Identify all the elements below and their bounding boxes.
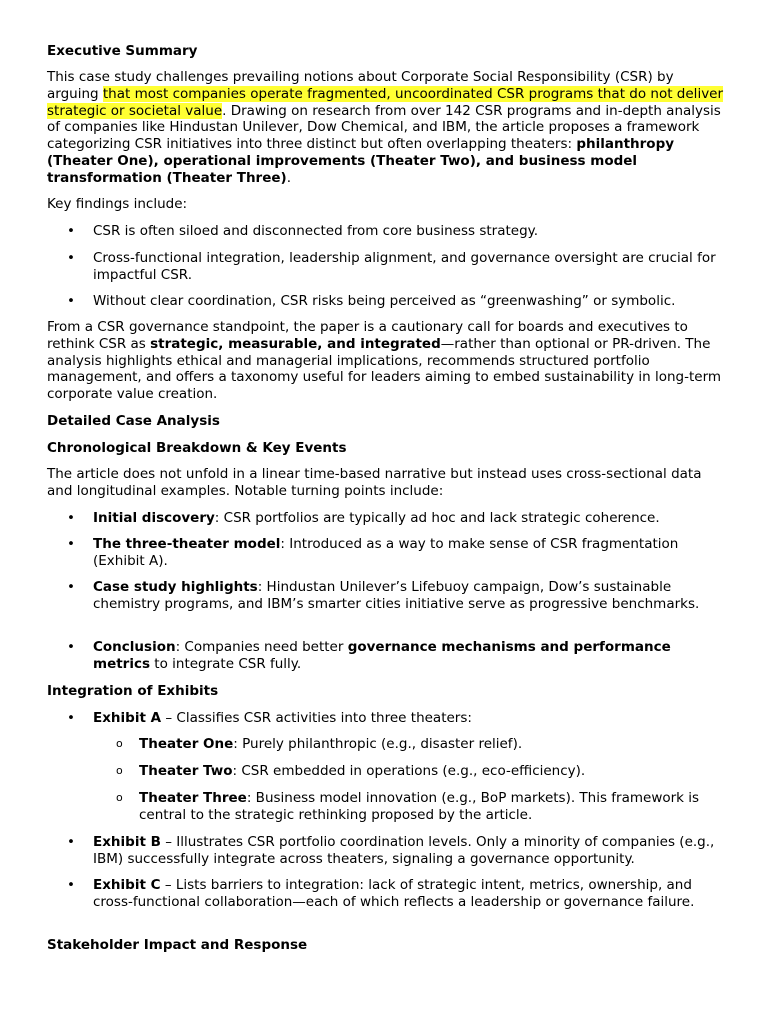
chronological-heading: Chronological Breakdown & Key Events [47,440,347,456]
event-text: : CSR portfolios are typically ad hoc and lack strategic coherence. [214,510,660,526]
exhibit-b-item [93,834,718,868]
event-label: Conclusion [93,639,176,655]
governance-paragraph [47,319,727,403]
theater-label: Theater One [139,736,234,752]
exhibit-text: – Classifies CSR activities into three theaters: [161,710,472,726]
stakeholder-heading: Stakeholder Impact and Response [47,937,308,953]
event-text: to integrate CSR fully. [150,655,302,672]
theater-text: : Purely philanthropic (e.g., disaster relief). [233,736,523,752]
governance-bold-text: strategic, measurable, and integrated [150,335,441,352]
exhibit-label: Exhibit B [93,834,161,850]
event-label: Initial discovery [93,510,215,526]
exhibit-text: – Lists barriers to integration: lack of strategic intent, metrics, ownership, and cross-functional collaboration—each of which reflects a leadership or governance failure. [93,877,695,910]
summary-paragraph [47,69,727,187]
theaters-bold-text: philanthropy (Theater One), operational improvements (Theater Two), and business model transformation (Theater Three) [47,136,675,186]
finding-item: • Without clear coordination, CSR risks being perceived as “greenwashing” or symbolic. [93,293,718,310]
event-text: : Introduced as a way to make sense of CSR fragmentation (Exhibit A). [93,536,679,569]
chronological-intro: The article does not unfold in a linear time-based narrative but instead uses cross-sectional data and longitudinal examples. Notable turning points include: [47,466,702,499]
governance-text-2: —rather than optional or PR-driven. The analysis highlights ethical and managerial implications, recommends structured portfolio management, and offers a taxonomy useful for leaders aiming to embed sustainability in long-term corporate value creation. [47,335,722,403]
exhibits-heading: Integration of Exhibits [47,683,219,699]
event-label: The three-theater model [93,536,281,552]
summary-text-3: . [286,169,291,186]
theater-text: : CSR embedded in operations (e.g., eco-efficiency). [232,763,586,779]
event-item [93,510,718,527]
theater-item [139,790,729,824]
exhibit-a-item [93,710,718,727]
theater-item [139,736,729,753]
governance-text-1: From a CSR governance standpoint, the paper is a cautionary call for boards and executives to rethink CSR as [47,319,688,352]
highlighted-text: that most companies operate fragmented, uncoordinated CSR programs that do not deliver strategic or societal value [47,85,724,119]
exhibit-text: – Illustrates CSR portfolio coordination levels. Only a minority of companies (e.g., IBM) successfully integrate across theaters, signaling a governance opportunity. [93,834,715,867]
event-text: : Hindustan Unilever’s Lifebuoy campaign, Dow’s sustainable chemistry programs, and IBM’s smarter cities initiative serve as progressive benchmarks. [93,579,700,612]
theater-text: : Business model innovation (e.g., BoP markets). This framework is central to the strategic rethinking proposed by the article. [139,790,700,823]
event-label: Case study highlights [93,579,258,595]
event-item [93,536,718,570]
theater-item [139,763,729,780]
executive-summary-heading: Executive Summary [47,43,198,59]
summary-text-2: . Drawing on research from over 142 CSR programs and in-depth analysis of companies like Hindustan Unilever, Dow Chemical, and IBM, the article proposes a framework categorizing CSR initiatives into three distinct but often overlapping theaters: [47,102,721,153]
theater-label: Theater Two [139,763,233,779]
event-item [93,579,718,613]
event-item [93,639,718,673]
exhibit-c-item [93,877,718,911]
event-bold-text: governance mechanisms and performance metrics [93,639,671,672]
theater-label: Theater Three [139,790,247,806]
summary-text-1: This case study challenges prevailing notions about Corporate Social Responsibility (CSR) by arguing [47,69,674,102]
exhibit-label: Exhibit C [93,877,161,893]
detailed-analysis-heading: Detailed Case Analysis [47,413,220,429]
finding-item: • Cross-functional integration, leadership alignment, and governance oversight are crucial for impactful CSR. [93,250,718,284]
finding-item: • CSR is often siloed and disconnected from core business strategy. [93,223,718,240]
exhibit-label: Exhibit A [93,710,162,726]
event-text: : Companies need better [175,639,348,655]
key-findings-intro: Key findings include: [47,196,188,212]
